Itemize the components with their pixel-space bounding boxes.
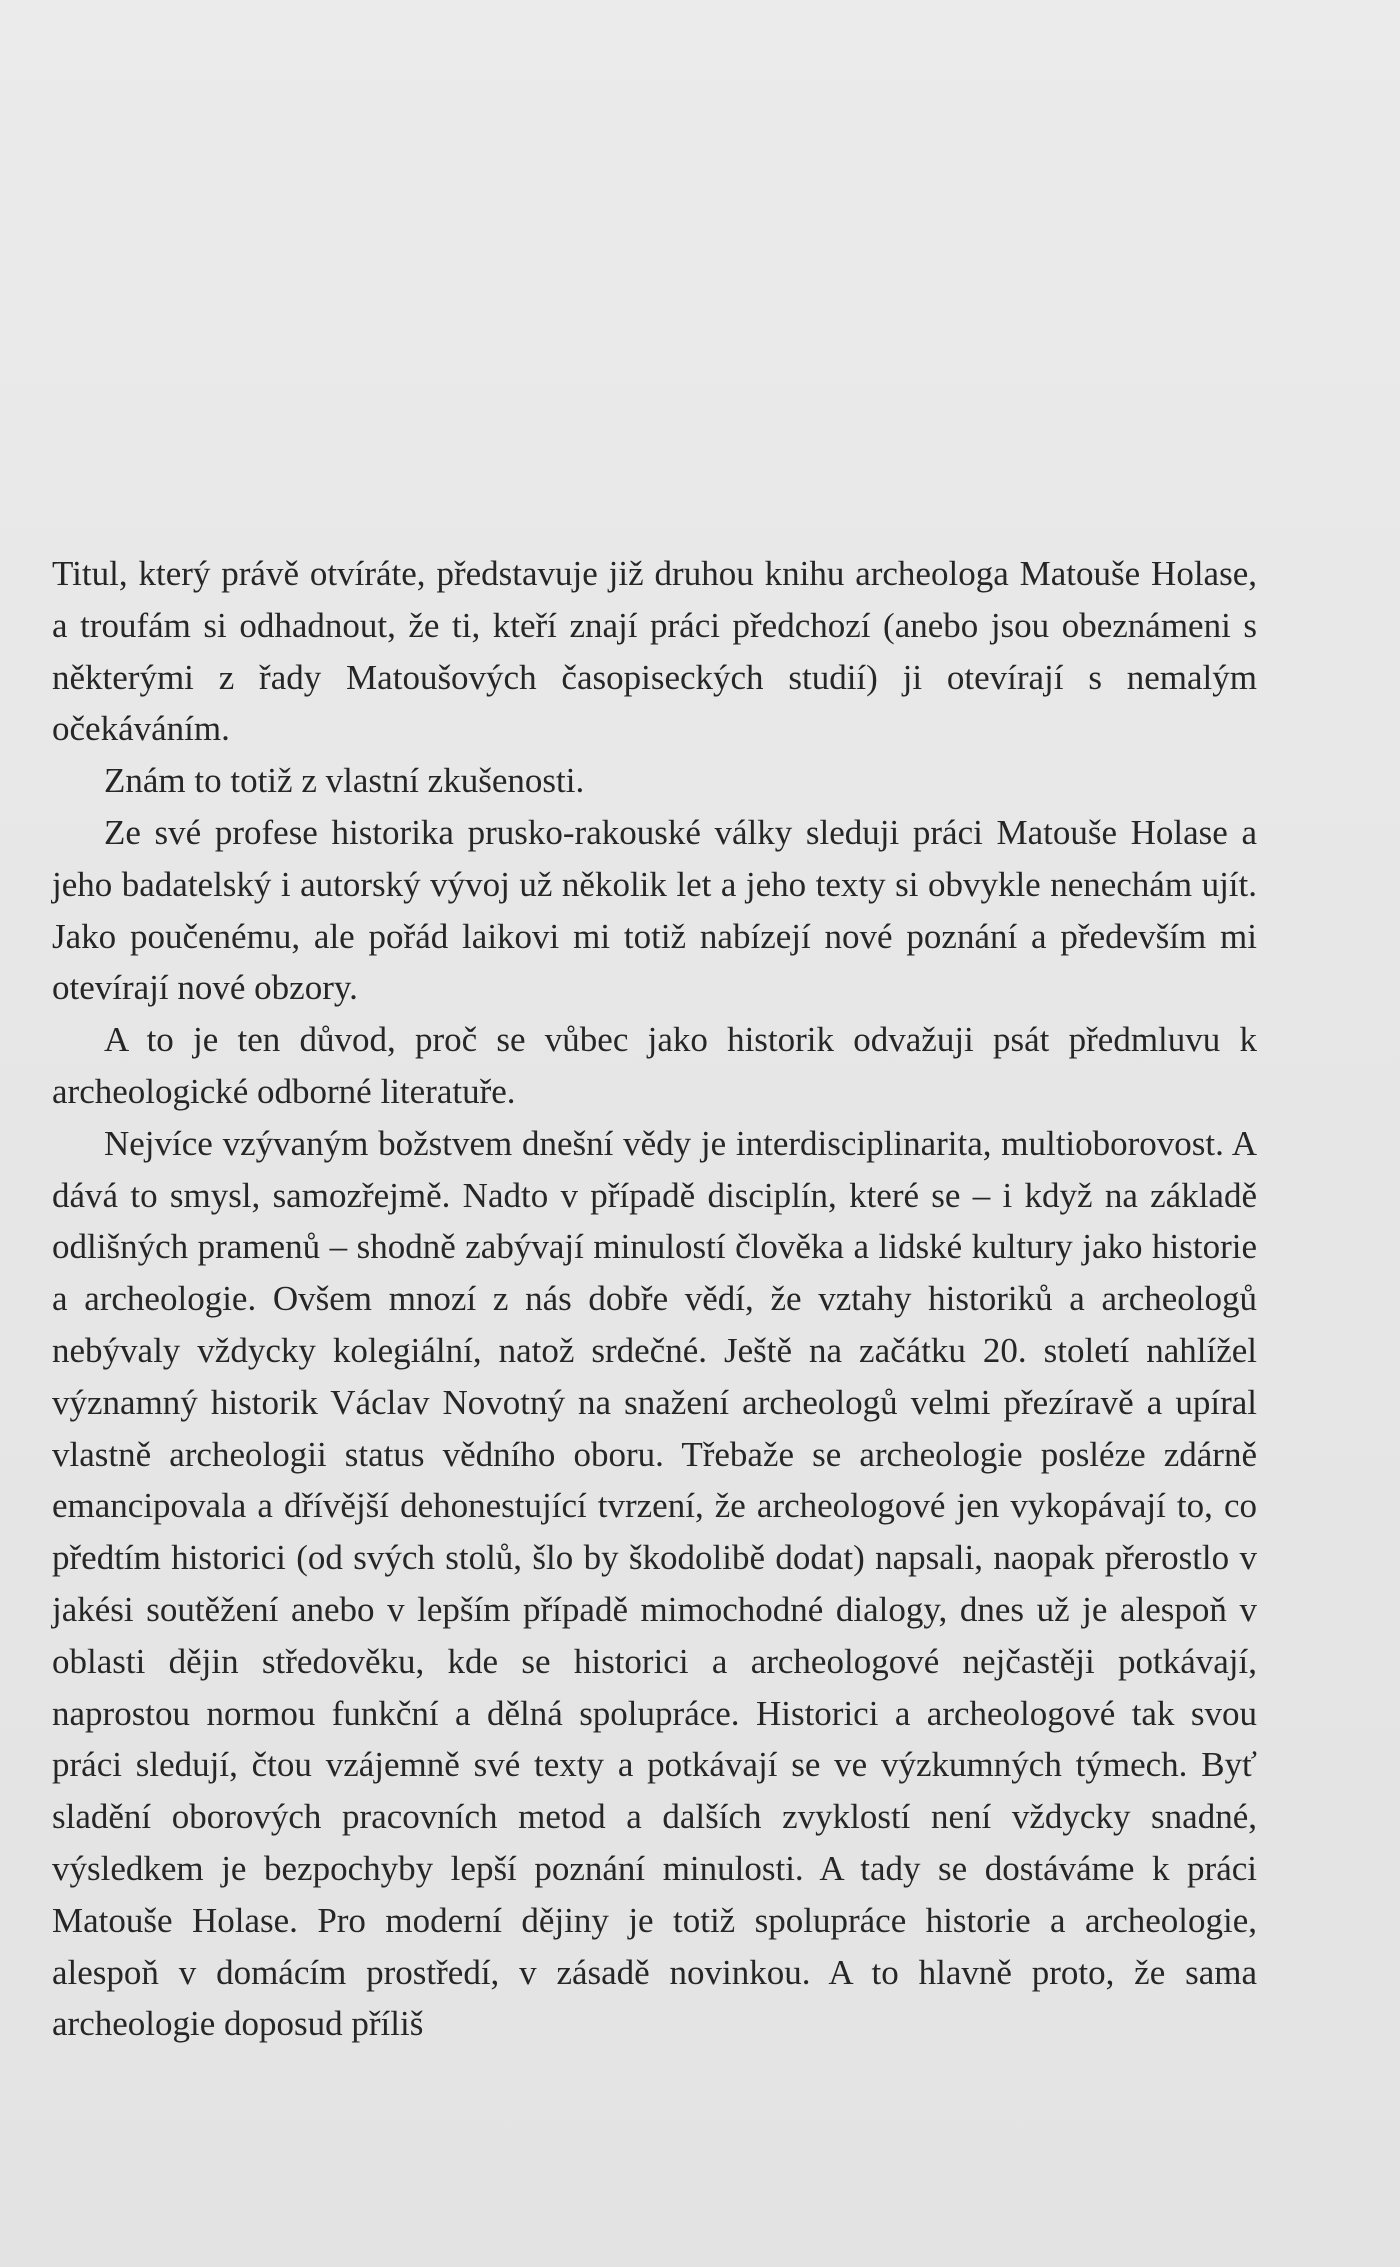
paragraph-2: Znám to totiž z vlastní zkušenosti. [104, 761, 585, 801]
paragraph-4: A to je ten důvod, proč se vůbec jako historik odvažuji psát předmluvu k archeologické odborné literatuře. [52, 1020, 1257, 1111]
paragraph-1: Titul, který právě otvíráte, představuje již druhou knihu archeologa Matouše Holase, a troufám si odhadnout, že ti, kteří znají práci předchozí (anebo jsou obeznámeni s některými z řady Matoušových časopiseckých studií) ji otevírají s nemalým očekáváním. [52, 554, 1257, 749]
preface-text [52, 548, 1257, 2050]
paragraph-5: Nejvíce vzývaným božstvem dnešní vědy je interdisciplinarita, multioborovost. A dává to smysl, samozřejmě. Nadto v případě disciplín, které se – i když na základě odlišných pramenů – shodně zabývají minulostí člověka a lidské kultury jako historie a archeologie. Ovšem mnozí z nás dobře vědí, že vztahy historiků a archeologů nebývaly vždycky kolegiální, natož srdečné. Ještě na začátku 20. století nahlížel významný historik Václav Novotný na snažení archeologů velmi přezíravě a upíral vlastně archeologii status vědního oboru. Třebaže se archeologie posléze zdárně emancipovala a dřívější dehonestující tvrzení, že archeologové jen vykopávají to, co předtím historici (od svých stolů, šlo by škodolibě dodat) napsali, naopak přerostlo v jakési soutěžení anebo v lepším případě mimochodné dialogy, dnes už je alespoň v oblasti dějin středověku, kde se historici a archeologové nejčastěji potkávají, naprostou normou funkční a dělná spolupráce. Historici a archeologové tak svou práci sledují, čtou vzájemně své texty a potkávají se ve výzkumných týmech. Byť sladění oborových pracovních metod a dalších zvyklostí není vždycky snadné, výsledkem je bezpochyby lepší poznání minulosti. A tady se dostáváme k práci Matouše Holase. Pro moderní dějiny je totiž spolupráce historie a archeologie, alespoň v domácím prostředí, v zásadě novinkou. A to hlavně proto, že sama archeologie doposud příliš [52, 1123, 1257, 2044]
paragraph-3: Ze své profese historika prusko-rakouské války sleduji práci Matouše Holase a jeho badatelský i autorský vývoj už několik let a jeho texty si obvykle nenechám ujít. Jako poučenému, ale pořád laikovi mi totiž nabízejí nové poznání a především mi otevírají nové obzory. [52, 812, 1257, 1008]
